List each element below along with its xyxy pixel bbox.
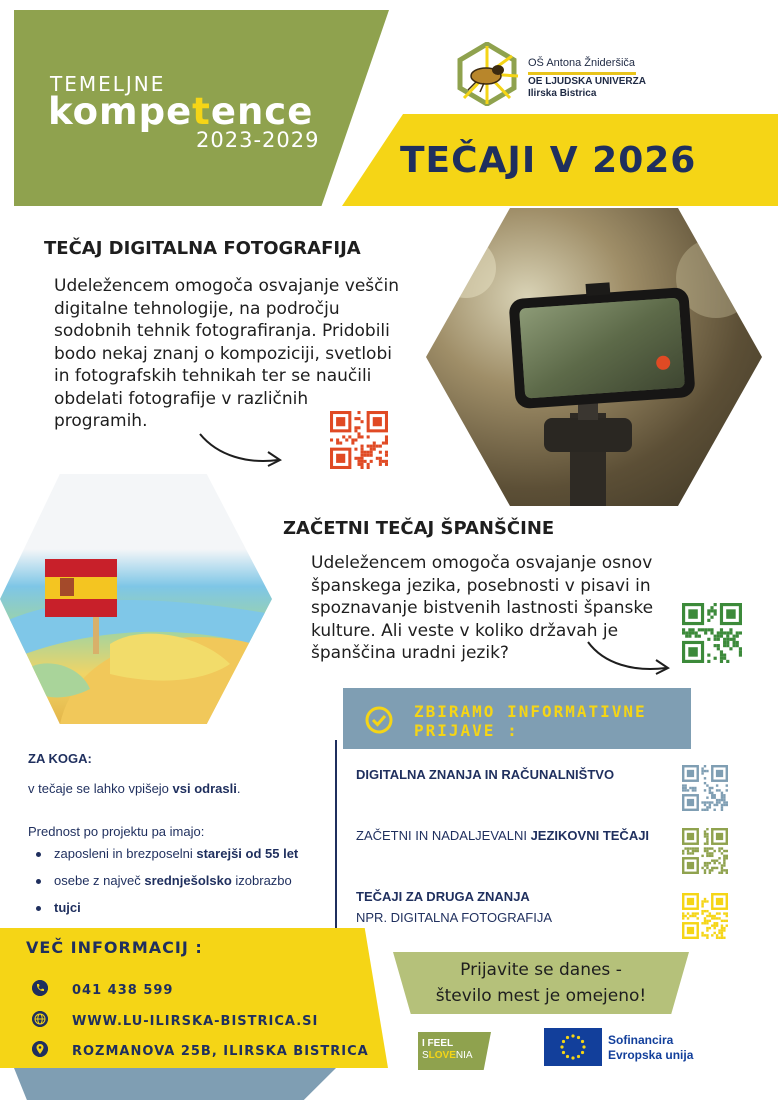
audience-line: v tečaje se lahko vpišejo vsi odrasli. <box>28 781 241 796</box>
list-item: osebe z največ srednješolsko izobrazbo <box>36 873 336 900</box>
contact-title: VEČ INFORMACIJ : <box>26 938 203 957</box>
priority-label: Prednost po projektu pa imajo: <box>28 824 205 839</box>
audience-title: ZA KOGA: <box>28 751 92 766</box>
i-feel-slovenia-line-1: I FEEL <box>422 1038 454 1049</box>
qr-code-photo-course[interactable] <box>330 411 388 469</box>
course-spanish-title: ZAČETNI TEČAJ ŠPANŠČINE <box>283 518 555 539</box>
eu-flag-icon <box>544 1028 602 1066</box>
program-name: kompetence <box>48 90 314 133</box>
program-digital: DIGITALNA ZNANJA IN RAČUNALNIŠTVO <box>356 767 615 782</box>
phone-icon <box>32 980 48 996</box>
qr-code-other[interactable] <box>682 893 728 939</box>
program-label: TEMELJNE <box>50 72 166 96</box>
qr-code-digital[interactable] <box>682 765 728 811</box>
contact-website[interactable]: WWW.LU-ILIRSKA-BISTRICA.SI <box>72 1014 319 1029</box>
program-other-example: NPR. DIGITALNA FOTOGRAFIJA <box>356 910 552 925</box>
list-item: tujci <box>36 900 336 927</box>
page-title: TEČAJI V 2026 <box>400 140 697 181</box>
course-photo-title: TEČAJ DIGITALNA FOTOGRAFIJA <box>44 238 361 259</box>
logo-school-name: OŠ Antona Žnideršiča <box>528 57 636 69</box>
photo-camera-image <box>426 208 762 506</box>
spain-globe-image <box>0 474 272 724</box>
logo-divider <box>528 72 636 75</box>
priority-list <box>36 846 336 927</box>
arrow-icon <box>584 636 676 680</box>
i-feel-slovenia-line-2: SLOVENIA <box>422 1050 473 1061</box>
cta-line-2: število mest je omejeno! <box>435 986 647 1006</box>
arrow-icon <box>196 426 288 470</box>
check-circle-icon <box>364 705 394 735</box>
program-other: TEČAJI ZA DRUGA ZNANJA <box>356 889 530 904</box>
footer-band <box>14 1068 336 1100</box>
location-pin-icon <box>32 1041 48 1057</box>
info-banner-title: ZBIRAMO INFORMATIVNE PRIJAVE : <box>414 702 647 740</box>
qr-code-languages[interactable] <box>682 828 728 874</box>
eu-cofunded-line-2: Evropska unija <box>608 1048 694 1062</box>
logo-town: Ilirska Bistrica <box>528 88 597 99</box>
eu-cofunded-line-1: Sofinancira <box>608 1033 674 1047</box>
cta-line-1: Prijavite se danes - <box>460 960 622 980</box>
program-languages: ZAČETNI IN NADALJEVALNI JEZIKOVNI TEČAJI <box>356 828 650 843</box>
list-item: zaposleni in brezposelni starejši od 55 let <box>36 846 336 873</box>
logo-unit-name: OE LJUDSKA UNIVERZA <box>528 76 646 87</box>
course-photo-description: Udeležencem omogoča osvajanje veščin digitalne tehnologije, na področju sodobnih tehnik fotografiranja. Pridobili bodo nekaj znanj o kompoziciji, svetlobi in fotografskih tehnikah ter se naučili obdelati fotografije v različnih programih. <box>54 276 399 431</box>
column-divider <box>335 740 337 930</box>
contact-phone[interactable]: 041 438 599 <box>72 983 174 998</box>
globe-icon <box>32 1011 48 1027</box>
program-years: 2023-2029 <box>196 128 320 152</box>
course-spanish-description: Udeležencem omogoča osvajanje osnov španskega jezika, posebnosti v pisavi in spoznavanje bistvenih lastnosti španske kulture. Ali veste v koliko državah je španščina uradni jezik? <box>311 553 654 663</box>
contact-address: ROZMANOVA 25B, ILIRSKA BISTRICA <box>72 1044 369 1059</box>
qr-code-spanish-course[interactable] <box>682 603 742 663</box>
school-logo-icon <box>452 42 522 106</box>
